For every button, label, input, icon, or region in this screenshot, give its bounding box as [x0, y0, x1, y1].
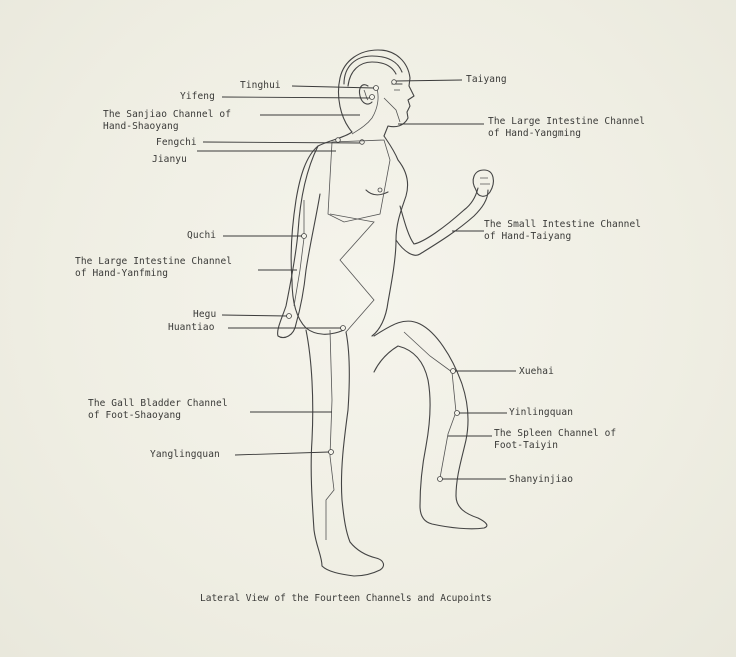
xuehai-point [451, 369, 456, 374]
figure-caption: Lateral View of the Fourteen Channels and Acupoints [200, 593, 492, 604]
label-small-intestine-channel: The Small Intestine Channel [484, 219, 642, 230]
taiyang-point [392, 80, 397, 85]
yinlingquan-point [455, 411, 460, 416]
standing-leg-outline [306, 330, 383, 576]
shanyinjiao-point [438, 477, 443, 482]
hegu-point [287, 314, 292, 319]
label-tinghui: Tinghui [240, 80, 281, 91]
quchi-point [302, 234, 307, 239]
label-fengchi: Fengchi [156, 137, 197, 148]
label-shanyinjiao: Shanyinjiao [509, 474, 574, 485]
hanging-arm-outline [278, 146, 320, 338]
label-xuehai: Xuehai [519, 366, 554, 377]
label-huantiao: Huantiao [168, 322, 215, 333]
label-large-intestine-left: The Large Intestine Channel [75, 256, 233, 267]
label-jianyu: Jianyu [152, 154, 187, 165]
label-hegu: Hegu [193, 309, 217, 320]
label-yifeng: Yifeng [180, 91, 215, 102]
label-yanglingquan: Yanglingquan [150, 449, 220, 460]
label-large-intestine-right-sub: of Hand-Yangming [488, 128, 582, 139]
label-quchi: Quchi [187, 230, 217, 241]
stepping-leg-outline [374, 321, 487, 529]
label-gall-bladder-channel-sub: of Foot-Shaoyang [88, 410, 182, 421]
label-gall-bladder-channel: The Gall Bladder Channel [88, 398, 228, 409]
label-large-intestine-right: The Large Intestine Channel [488, 116, 646, 127]
huantiao-point [341, 326, 346, 331]
yanglingquan-point [329, 450, 334, 455]
label-yinlingquan: Yinlingquan [509, 407, 574, 418]
torso-outline [291, 132, 407, 336]
label-taiyang: Taiyang [466, 74, 507, 85]
label-spleen-channel-sub: Foot-Taiyin [494, 440, 559, 451]
label-small-intestine-channel-sub: of Hand-Taiyang [484, 231, 572, 242]
label-spleen-channel: The Spleen Channel of [494, 428, 617, 439]
label-sanjiao-channel: The Sanjiao Channel of [103, 109, 232, 120]
yifeng-point [370, 95, 375, 100]
jianyu-point [336, 138, 341, 143]
label-large-intestine-left-sub: of Hand-Yanfming [75, 268, 169, 279]
tinghui-point [374, 86, 379, 91]
head-outline [339, 50, 415, 136]
raised-arm-outline [396, 170, 493, 255]
label-sanjiao-channel-sub: Hand-Shaoyang [103, 121, 179, 132]
